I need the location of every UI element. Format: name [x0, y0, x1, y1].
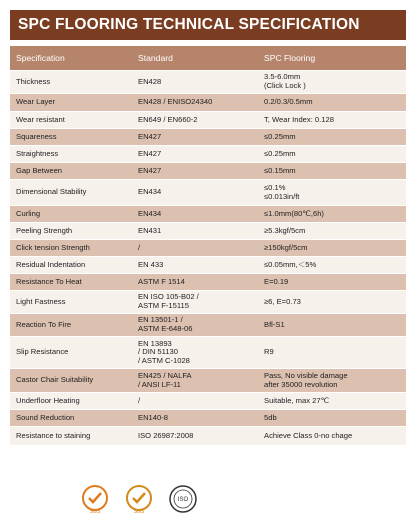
sgs-badge — [80, 484, 110, 514]
standard-cell: EN 13893 / DIN 51130 / ASTM C-1028 — [132, 337, 258, 369]
value-cell: Pass, No visible damage after 35000 revolution — [258, 369, 406, 393]
standard-cell: EN427 — [132, 129, 258, 146]
table-row — [10, 206, 406, 223]
standard-cell: EN140-8 — [132, 410, 258, 427]
spec-cell: Residual Indentation — [10, 257, 132, 274]
table-row — [10, 94, 406, 112]
spec-table — [10, 46, 406, 446]
table-row — [10, 257, 406, 274]
certification-badges — [80, 482, 198, 516]
standard-cell: ISO 26987:2008 — [132, 427, 258, 446]
spec-cell: Peeling Strength — [10, 223, 132, 240]
spec-cell: Thickness — [10, 71, 132, 94]
value-cell: Bfl-S1 — [258, 314, 406, 337]
spec-cell: Light Fastness — [10, 291, 132, 314]
value-cell: ≥150kgf/5cm — [258, 240, 406, 257]
standard-cell: ASTM F 1514 — [132, 274, 258, 291]
table-body — [10, 71, 406, 446]
spec-cell: Curling — [10, 206, 132, 223]
value-cell: ≤0.05mm,＜5% — [258, 257, 406, 274]
value-cell: R9 — [258, 337, 406, 369]
spec-cell: Underfloor Heating — [10, 393, 132, 410]
spec-cell: Click tension Strength — [10, 240, 132, 257]
table-row — [10, 146, 406, 163]
table-row — [10, 337, 406, 369]
table-row — [10, 369, 406, 393]
page-title: SPC FLOORING TECHNICAL SPECIFICATION — [18, 16, 360, 33]
standard-cell: EN 433 — [132, 257, 258, 274]
standard-cell: EN425 / NALFA / ANSI LF-11 — [132, 369, 258, 393]
standard-cell: EN649 / EN660-2 — [132, 112, 258, 129]
table-row — [10, 410, 406, 427]
value-cell: 0.2/0.3/0.5mm — [258, 94, 406, 112]
spec-cell: Gap Between — [10, 163, 132, 180]
sgs-badge-label: SGS — [89, 509, 101, 514]
standard-cell: EN434 — [132, 180, 258, 206]
standard-cell: EN ISO 105-B02 / ASTM F-15115 — [132, 291, 258, 314]
value-cell: ≥5.3kgf/5cm — [258, 223, 406, 240]
value-cell: Suitable, max 27℃ — [258, 393, 406, 410]
header-standard: Standard — [132, 46, 258, 71]
value-cell: E=0.19 — [258, 274, 406, 291]
table-row — [10, 240, 406, 257]
table-header-row — [10, 46, 406, 71]
spec-cell: Resistance To Heat — [10, 274, 132, 291]
value-cell: ≤0.15mm — [258, 163, 406, 180]
value-cell: 5db — [258, 410, 406, 427]
standard-cell: EN427 — [132, 146, 258, 163]
table-row — [10, 163, 406, 180]
spec-cell: Slip Resistance — [10, 337, 132, 369]
header-specification: Specification — [10, 46, 132, 71]
header-spc-flooring: SPC Flooring — [258, 46, 406, 71]
standard-cell: EN431 — [132, 223, 258, 240]
standard-cell: EN 13501-1 / ASTM E-648-06 — [132, 314, 258, 337]
value-cell: Achieve Class 0-no chage — [258, 427, 406, 446]
title-bar — [10, 10, 406, 40]
spec-cell: Castor Chair Suitability — [10, 369, 132, 393]
standard-cell: EN434 — [132, 206, 258, 223]
table-row — [10, 223, 406, 240]
table-row — [10, 314, 406, 337]
table-row — [10, 180, 406, 206]
spec-cell: Resistance to staining — [10, 427, 132, 446]
value-cell: T, Wear Index: 0.128 — [258, 112, 406, 129]
table-row — [10, 129, 406, 146]
spec-cell: Reaction To Fire — [10, 314, 132, 337]
iso-badge — [168, 484, 198, 514]
spec-cell: Sound Reduction — [10, 410, 132, 427]
sgs-badge-2-label: SGS — [133, 509, 145, 514]
standard-cell: EN428 — [132, 71, 258, 94]
sgs-badge-2 — [124, 484, 154, 514]
spec-cell: Wear Layer — [10, 94, 132, 112]
value-cell: ≤0.25mm — [258, 146, 406, 163]
value-cell: ≤0.1% ≤0.013in/ft — [258, 180, 406, 206]
table-row — [10, 393, 406, 410]
value-cell: ≥6, E=0.73 — [258, 291, 406, 314]
table-row — [10, 291, 406, 314]
iso-badge-label: ISO — [177, 497, 189, 503]
standard-cell: EN428 / ENISO24340 — [132, 94, 258, 112]
value-cell: ≤0.25mm — [258, 129, 406, 146]
value-cell: ≤1.0mm(80℃,6h) — [258, 206, 406, 223]
standard-cell: / — [132, 240, 258, 257]
standard-cell: EN427 — [132, 163, 258, 180]
spec-cell: Dimensional Stability — [10, 180, 132, 206]
spec-cell: Wear resistant — [10, 112, 132, 129]
standard-cell: / — [132, 393, 258, 410]
table-row — [10, 71, 406, 94]
table-row — [10, 112, 406, 129]
spec-cell: Squareness — [10, 129, 132, 146]
spec-cell: Straightness — [10, 146, 132, 163]
value-cell: 3.5-6.0mm (Click Lock ) — [258, 71, 406, 94]
table-row — [10, 274, 406, 291]
table-row — [10, 427, 406, 446]
